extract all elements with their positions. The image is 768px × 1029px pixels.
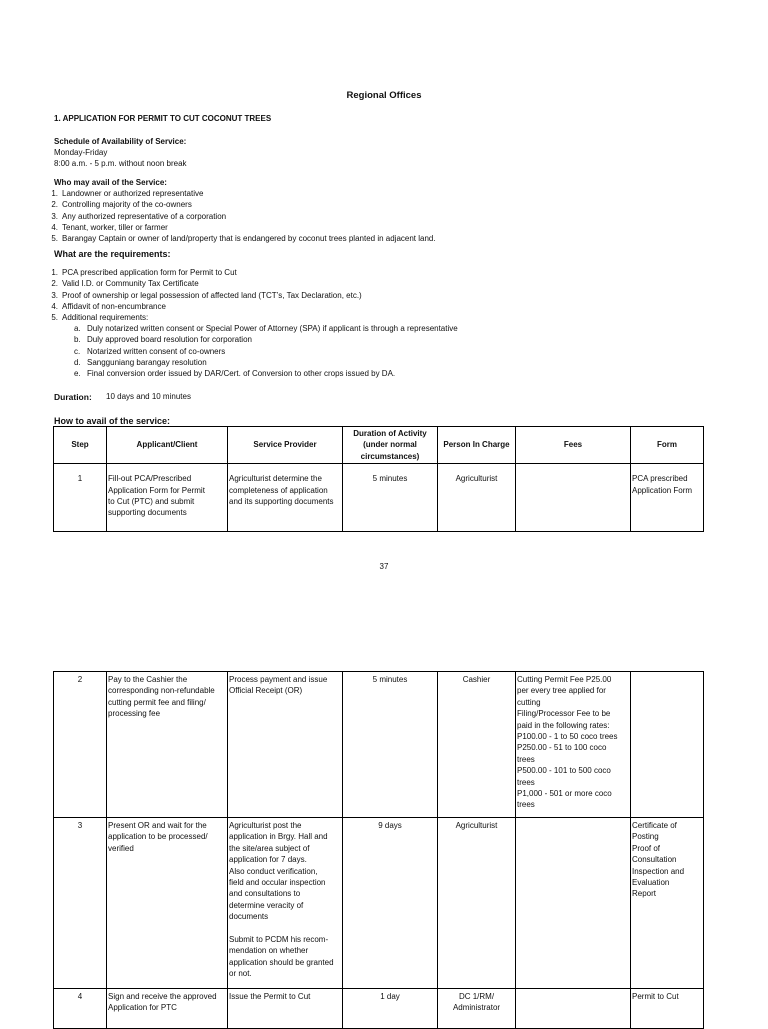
requirements-list: [47, 267, 362, 323]
list-item-number: e.: [74, 369, 81, 379]
cell-person: Agriculturist: [438, 464, 516, 532]
list-item: [47, 222, 436, 233]
cell-duration: 1 day: [343, 989, 438, 1029]
cell-form: Permit to Cut: [631, 989, 704, 1029]
cell-client: Fill-out PCA/Prescribed Application Form for Permit to Cut (PTC) and submit supporting documents: [107, 464, 228, 532]
list-item-text: Proof of ownership or legal possession of affected land (TCT’s, Tax Declaration, etc.): [62, 290, 362, 300]
list-item: [74, 346, 458, 357]
list-item: [74, 334, 458, 345]
list-item: [74, 368, 458, 379]
list-item: [74, 323, 458, 334]
list-item: [47, 233, 436, 244]
header-person: Person In Charge: [438, 427, 516, 464]
list-item-text: PCA prescribed application form for Permit to Cut: [62, 268, 237, 277]
requirements-heading: What are the requirements:: [54, 249, 171, 259]
list-item-text: Notarized written consent of co-owners: [87, 346, 226, 356]
cell-fees: [516, 989, 631, 1029]
cell-person: Cashier: [438, 672, 516, 818]
cell-client: Sign and receive the approved Application for PTC: [107, 989, 228, 1029]
section-title: 1. APPLICATION FOR PERMIT TO CUT COCONUT TREES: [54, 114, 272, 123]
list-item-number: 3.: [51, 211, 58, 221]
table-row: [54, 989, 704, 1029]
requirements-sub-list: [74, 323, 458, 379]
table-header-row: [54, 427, 704, 464]
list-item: [47, 199, 436, 210]
cell-step: 1: [54, 464, 107, 532]
list-item: [74, 357, 458, 368]
cell-duration: 5 minutes: [343, 464, 438, 532]
list-item-text: Barangay Captain or owner of land/property that is endangered by coconut trees planted in adjacent land.: [62, 234, 436, 244]
header-applicant: Applicant/Client: [107, 427, 228, 464]
list-item-text: Any authorized representative of a corporation: [62, 211, 227, 221]
list-item-number: c.: [74, 346, 81, 356]
table-row: [54, 464, 704, 532]
list-item-number: 4.: [51, 301, 58, 311]
cell-step: 3: [54, 818, 107, 989]
how-heading: How to avail of the service:: [54, 416, 171, 426]
duration-label: Duration:: [54, 392, 92, 402]
list-item-number: 2.: [51, 279, 58, 289]
cell-step: 4: [54, 989, 107, 1029]
list-item-number: 1.: [51, 189, 58, 198]
list-item-text: Final conversion order issued by DAR/Cert. of Conversion to other crops issued by DA.: [87, 369, 396, 379]
header-duration: Duration of Activity (under normal circumstances): [343, 427, 438, 464]
table-row: [54, 672, 704, 818]
list-item: [47, 290, 362, 301]
cell-form: Certificate of Posting Proof of Consultation Inspection and Evaluation Report: [631, 818, 704, 989]
schedule-hours: 8:00 a.m. - 5 p.m. without noon break: [54, 159, 187, 168]
process-table-part1: [53, 426, 704, 532]
list-item-text: Affidavit of non-encumbrance: [62, 301, 166, 311]
list-item-text: Sangguniang barangay resolution: [87, 357, 207, 367]
cell-form: [631, 672, 704, 818]
page-number: 37: [379, 562, 389, 571]
list-item-number: d.: [74, 357, 81, 367]
cell-fees: [516, 464, 631, 532]
cell-provider: Agriculturist determine the completeness of application and its supporting documents: [228, 464, 343, 532]
header-fees: Fees: [516, 427, 631, 464]
header-step: Step: [54, 427, 107, 464]
cell-fees: Cutting Permit Fee P25.00 per every tree applied for cutting Filing/Processor Fee to be paid in the following rates: P100.00 - 1 to 50 coco trees P250.00 - 51 to 100 coco trees P500.00 - 101 to 500 coco trees P1,000 - 501 or more coco trees: [516, 672, 631, 818]
list-item-text: Controlling majority of the co-owners: [62, 200, 192, 210]
cell-form: PCA prescribed Application Form: [631, 464, 704, 532]
duration-value: 10 days and 10 minutes: [106, 392, 191, 401]
header-provider: Service Provider: [228, 427, 343, 464]
list-item-number: 5.: [51, 234, 58, 244]
list-item: [47, 267, 362, 278]
list-item: [47, 301, 362, 312]
cell-provider: Issue the Permit to Cut: [228, 989, 343, 1029]
list-item: [47, 278, 362, 289]
cell-person: Agriculturist: [438, 818, 516, 989]
list-item-number: 3.: [51, 290, 58, 300]
cell-client: Present OR and wait for the application to be processed/ verified: [107, 818, 228, 989]
cell-provider: Agriculturist post the application in Brgy. Hall and the site/area subject of application for 7 days. Also conduct verification, field and occular inspection and consultations to determine veracity of documents Submit to PCDM his recom- mendation on whether application should be granted or not.: [228, 818, 343, 989]
list-item-text: Tenant, worker, tiller or farmer: [62, 222, 168, 232]
cell-duration: 9 days: [343, 818, 438, 989]
header-form: Form: [631, 427, 704, 464]
list-item-number: 5.: [51, 313, 58, 323]
list-item-text: Duly approved board resolution for corporation: [87, 335, 252, 345]
list-item-text: Duly notarized written consent or Special Power of Attorney (SPA) if applicant is through a representative: [87, 324, 458, 333]
who-heading: Who may avail of the Service:: [54, 178, 167, 187]
cell-client: Pay to the Cashier the corresponding non-refundable cutting permit fee and filing/ processing fee: [107, 672, 228, 818]
list-item: [47, 312, 362, 323]
table-row: [54, 818, 704, 989]
list-item-text: Valid I.D. or Community Tax Certificate: [62, 279, 199, 289]
list-item-number: 1.: [51, 268, 58, 277]
list-item: [47, 211, 436, 222]
cell-step: 2: [54, 672, 107, 818]
list-item-text: Landowner or authorized representative: [62, 189, 204, 198]
cell-fees: [516, 818, 631, 989]
list-item-number: 4.: [51, 222, 58, 232]
list-item-number: a.: [74, 324, 81, 333]
cell-duration: 5 minutes: [343, 672, 438, 818]
list-item-number: b.: [74, 335, 81, 345]
cell-provider: Process payment and issue Official Receipt (OR): [228, 672, 343, 818]
schedule-days: Monday-Friday: [54, 148, 108, 157]
list-item-text: Additional requirements:: [62, 313, 149, 323]
process-table-part2: [53, 671, 704, 1029]
list-item: [47, 188, 436, 199]
who-list: [47, 188, 436, 244]
cell-person: DC 1/RM/ Administrator: [438, 989, 516, 1029]
list-item-number: 2.: [51, 200, 58, 210]
schedule-heading: Schedule of Availability of Service:: [54, 137, 187, 146]
page-title: Regional Offices: [346, 90, 422, 101]
